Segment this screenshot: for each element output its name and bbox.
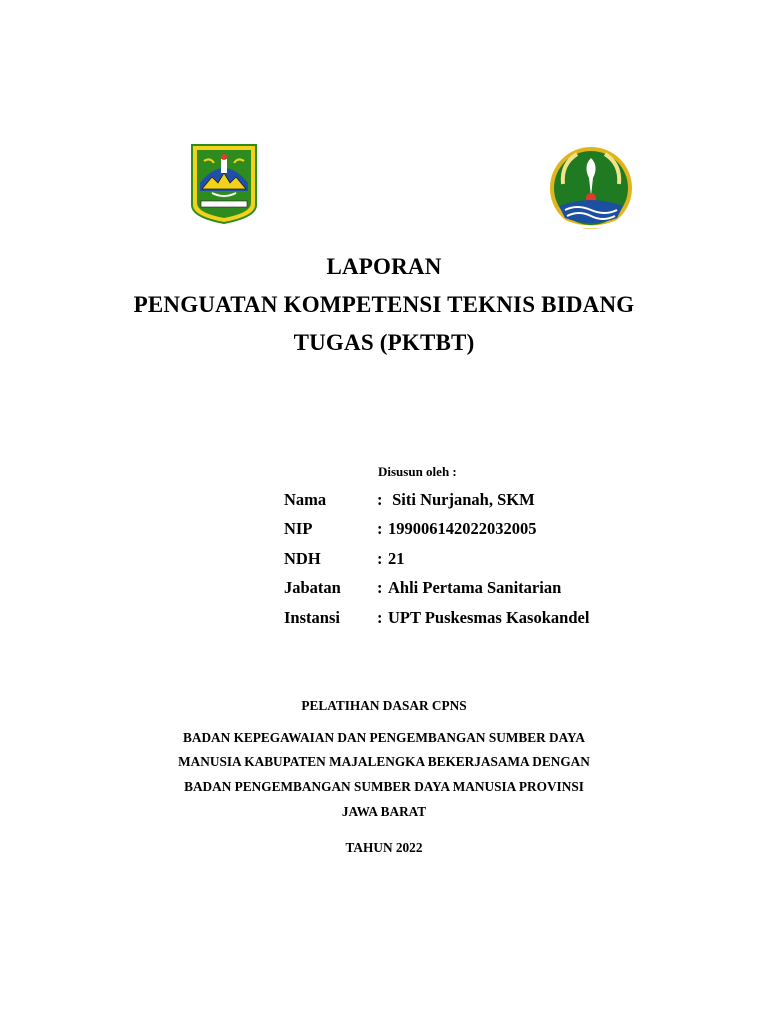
program-name: PELATIHAN DASAR CPNS (301, 698, 467, 713)
org-line-3: BADAN PENGEMBANGAN SUMBER DAYA MANUSIA PROVINSI (184, 779, 584, 794)
field-jabatan (284, 578, 684, 600)
field-separator: : (377, 519, 383, 538)
field-nip (284, 519, 684, 541)
field-separator: : (377, 578, 383, 597)
jawa-barat-emblem-logo (547, 144, 635, 232)
title-line-3: TUGAS (PKTBT) (293, 330, 475, 355)
field-value: UPT Puskesmas Kasokandel (388, 608, 590, 627)
org-line-1: BADAN KEPEGAWAIAN DAN PENGEMBANGAN SUMBER DAYA (182, 730, 586, 745)
field-key: NIP (284, 519, 313, 538)
title-line-1: LAPORAN (326, 254, 442, 279)
title-line-2: PENGUATAN KOMPETENSI TEKNIS BIDANG (133, 292, 635, 317)
field-separator: : (377, 549, 383, 568)
field-value: Siti Nurjanah, SKM (388, 490, 535, 509)
report-title (0, 248, 768, 362)
org-line-4: JAWA BARAT (341, 804, 427, 819)
compiled-by-label: Disusun oleh : (378, 464, 457, 479)
field-key: Nama (284, 490, 327, 509)
field-key: NDH (284, 549, 321, 568)
field-separator: : (377, 490, 383, 509)
field-ndh (284, 549, 684, 571)
year-label: TAHUN 2022 (345, 840, 423, 855)
field-instansi (284, 608, 684, 630)
majalengka-emblem-logo (190, 143, 258, 225)
field-key: Instansi (284, 608, 340, 627)
field-nama (284, 490, 684, 512)
field-value: 21 (388, 549, 405, 568)
field-value: Ahli Pertama Sanitarian (388, 578, 562, 597)
org-line-2: MANUSIA KABUPATEN MAJALENGKA BEKERJASAMA DENGAN (178, 754, 590, 769)
field-separator: : (377, 608, 383, 627)
field-value: 199006142022032005 (388, 519, 537, 538)
field-key: Jabatan (284, 578, 341, 597)
